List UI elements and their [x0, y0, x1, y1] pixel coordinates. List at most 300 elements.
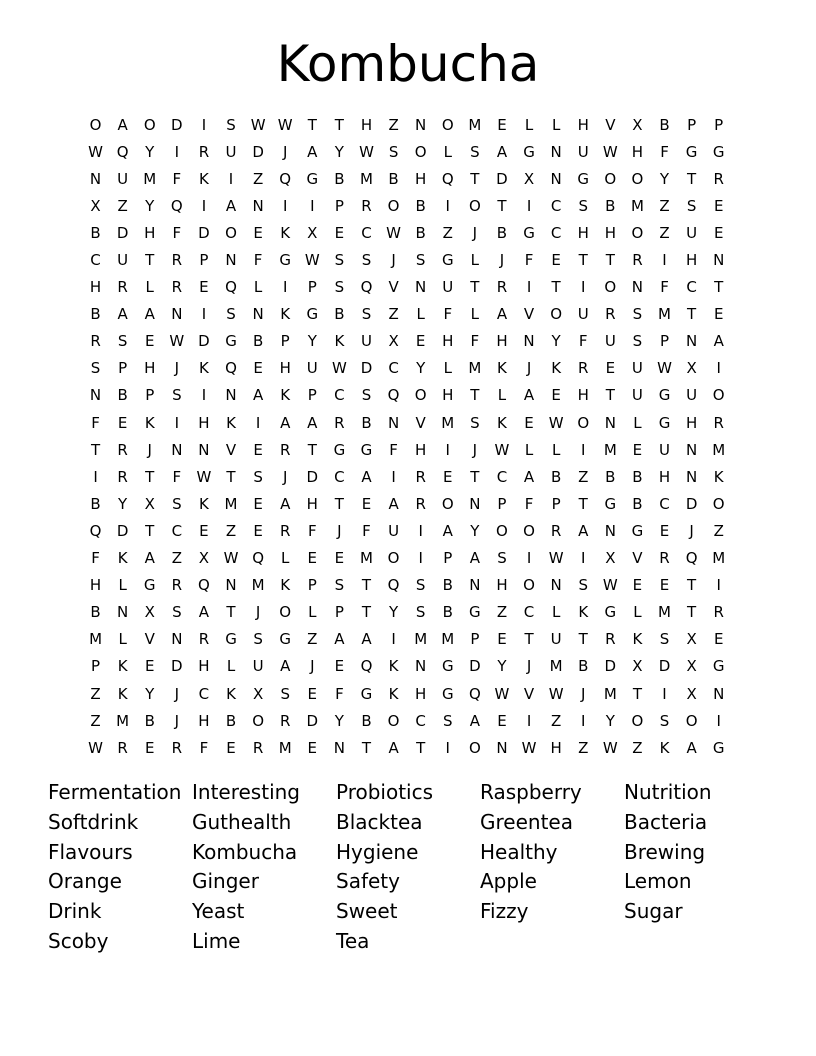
grid-letter: T — [361, 576, 372, 595]
grid-letter: G — [306, 305, 319, 324]
grid-letter: I — [93, 467, 98, 486]
grid-letter: H — [685, 413, 698, 432]
grid-letter: N — [469, 576, 481, 595]
grid-letter: R — [578, 359, 589, 378]
grid-letter: B — [578, 657, 589, 676]
grid-letter: H — [496, 332, 508, 351]
grid-letter: D — [306, 711, 319, 730]
grid-letter: A — [334, 630, 345, 649]
grid-letter: I — [391, 467, 396, 486]
grid-letter: H — [415, 684, 427, 703]
grid-letter: F — [443, 305, 453, 324]
grid-letter: I — [282, 196, 288, 215]
grid-letter: Z — [388, 115, 399, 134]
grid-letter: O — [414, 386, 427, 405]
grid-letter: L — [443, 359, 452, 378]
grid-letter: T — [605, 251, 615, 270]
grid-letter: G — [712, 142, 725, 161]
word-list-item: Brewing — [624, 839, 706, 864]
grid-letter: F — [389, 440, 398, 459]
grid-letter: T — [334, 494, 344, 513]
grid-letter: X — [686, 359, 697, 378]
grid-letter: T — [578, 251, 588, 270]
grid-letter: Y — [470, 521, 480, 540]
grid-letter: A — [578, 521, 589, 540]
grid-letter: O — [387, 196, 400, 215]
grid-letter: J — [526, 657, 532, 676]
grid-letter: K — [117, 657, 128, 676]
grid-letter: S — [226, 115, 236, 134]
grid-letter: A — [523, 467, 535, 486]
grid-letter: W — [548, 684, 564, 703]
grid-letter: K — [713, 467, 724, 486]
grid-letter: Q — [89, 521, 102, 540]
grid-letter: K — [199, 169, 209, 188]
grid-letter: E — [551, 386, 561, 405]
grid-letter: I — [228, 169, 234, 188]
grid-letter: K — [280, 223, 291, 242]
grid-letter: G — [279, 630, 292, 649]
grid-letter: I — [581, 711, 586, 730]
grid-letter: U — [550, 630, 562, 649]
grid-letter: N — [252, 305, 264, 324]
grid-row — [82, 572, 734, 599]
grid-letter: L — [443, 142, 452, 161]
grid-letter: J — [174, 711, 180, 730]
grid-letter: N — [198, 440, 210, 459]
grid-letter: D — [252, 142, 264, 161]
word-column — [192, 778, 336, 957]
grid-letter: K — [578, 603, 589, 622]
grid-letter: K — [388, 657, 399, 676]
grid-letter: H — [442, 386, 454, 405]
grid-letter: K — [144, 413, 155, 432]
grid-letter: S — [415, 251, 426, 270]
grid-letter: P — [334, 603, 344, 622]
word-list-item: Nutrition — [624, 780, 712, 804]
grid-letter: Q — [198, 576, 210, 595]
grid-letter: F — [524, 251, 534, 270]
grid-row — [82, 165, 734, 192]
grid-letter: M — [441, 413, 455, 432]
grid-letter: N — [252, 196, 264, 215]
grid-letter: T — [470, 467, 480, 486]
grid-letter: I — [255, 413, 261, 432]
grid-letter: R — [605, 305, 616, 324]
grid-letter: D — [198, 223, 210, 242]
grid-letter: Q — [225, 278, 237, 297]
grid-letter: S — [686, 196, 697, 215]
grid-letter: K — [226, 684, 236, 703]
grid-letter: B — [415, 223, 426, 242]
grid-letter: R — [171, 738, 183, 757]
grid-letter: J — [174, 684, 180, 703]
grid-letter: C — [496, 467, 508, 486]
grid-letter: E — [226, 738, 236, 757]
grid-letter: O — [441, 115, 454, 134]
grid-letter: L — [416, 305, 425, 324]
grid-letter: L — [281, 549, 290, 568]
grid-letter: I — [391, 630, 396, 649]
grid-letter: P — [199, 251, 209, 270]
grid-letter: P — [307, 576, 317, 595]
grid-letter: B — [90, 603, 101, 622]
grid-letter: V — [388, 278, 399, 297]
grid-letter: G — [658, 386, 671, 405]
grid-letter: W — [602, 576, 618, 595]
grid-letter: W — [602, 142, 618, 161]
grid-letter: M — [603, 440, 617, 459]
grid-letter: A — [713, 332, 724, 351]
grid-row — [82, 328, 734, 355]
grid-letter: Z — [659, 196, 670, 215]
grid-letter: N — [496, 738, 508, 757]
grid-letter: D — [306, 467, 319, 486]
grid-letter: S — [470, 142, 480, 161]
grid-letter: B — [334, 305, 345, 324]
grid-letter: X — [686, 630, 697, 649]
grid-letter: T — [714, 278, 724, 297]
grid-letter: M — [658, 603, 671, 622]
grid-letter: E — [307, 549, 318, 568]
word-list-item: Orange — [48, 869, 122, 894]
grid-letter: M — [603, 684, 617, 703]
grid-letter: O — [523, 521, 535, 540]
grid-letter: W — [196, 467, 212, 486]
grid-letter: X — [252, 684, 264, 703]
grid-letter: I — [716, 576, 721, 595]
grid-letter: N — [89, 386, 102, 405]
grid-letter: O — [712, 494, 725, 513]
grid-letter: T — [361, 603, 372, 622]
grid-letter: U — [659, 440, 670, 459]
grid-letter: Z — [90, 711, 101, 730]
grid-letter: C — [686, 278, 697, 297]
grid-letter: G — [523, 142, 535, 161]
grid-letter: T — [632, 684, 642, 703]
grid-letter: D — [171, 657, 183, 676]
grid-letter: R — [713, 603, 724, 622]
grid-letter: A — [198, 603, 210, 622]
grid-letter: H — [550, 738, 562, 757]
grid-letter: H — [685, 251, 698, 270]
grid-letter: Z — [171, 549, 182, 568]
grid-letter: E — [307, 738, 318, 757]
grid-letter: K — [497, 359, 507, 378]
grid-letter: N — [604, 521, 616, 540]
grid-letter: F — [91, 413, 100, 432]
grid-letter: R — [415, 494, 426, 513]
grid-letter: Y — [388, 603, 399, 622]
grid-letter: H — [89, 576, 102, 595]
grid-letter: J — [526, 359, 532, 378]
word-list-item: Ginger — [192, 869, 259, 894]
grid-letter: U — [577, 305, 589, 324]
grid-letter: E — [334, 657, 345, 676]
grid-letter: S — [334, 278, 345, 297]
grid-letter: H — [198, 711, 210, 730]
word-list-item: Healthy — [480, 839, 558, 864]
grid-letter: C — [388, 359, 399, 378]
grid-letter: E — [117, 413, 128, 432]
grid-row — [82, 490, 734, 517]
grid-letter: E — [361, 494, 372, 513]
grid-letter: P — [280, 332, 290, 351]
grid-letter: M — [360, 169, 373, 188]
grid-letter: F — [172, 223, 182, 242]
grid-letter: Z — [252, 169, 264, 188]
word-column — [48, 778, 192, 957]
grid-letter: L — [253, 278, 263, 297]
grid-letter: P — [443, 549, 453, 568]
grid-letter: B — [496, 223, 508, 242]
grid-letter: U — [577, 142, 589, 161]
grid-letter: D — [658, 657, 671, 676]
grid-letter: E — [199, 278, 209, 297]
grid-letter: G — [631, 521, 644, 540]
grid-letter: F — [362, 521, 371, 540]
grid-letter: J — [499, 251, 505, 270]
grid-letter: R — [198, 630, 210, 649]
grid-letter: T — [687, 305, 697, 324]
grid-letter: H — [144, 359, 156, 378]
grid-letter: G — [685, 142, 698, 161]
word-list-item: Tea — [336, 928, 370, 953]
grid-letter: G — [225, 332, 237, 351]
grid-letter: Y — [118, 494, 128, 513]
grid-letter: M — [468, 115, 482, 134]
grid-letter: I — [526, 196, 532, 215]
grid-letter: U — [306, 359, 318, 378]
word-list-item: Yeast — [192, 899, 245, 924]
grid-letter: Z — [578, 467, 589, 486]
grid-letter: E — [144, 657, 155, 676]
grid-letter: L — [497, 386, 507, 405]
grid-row — [82, 463, 734, 490]
grid-row — [82, 111, 734, 138]
grid-letter: Y — [145, 684, 155, 703]
grid-letter: L — [524, 440, 534, 459]
grid-letter: T — [551, 278, 561, 297]
grid-row — [82, 382, 734, 409]
grid-letter: X — [144, 603, 155, 622]
grid-letter: C — [550, 196, 562, 215]
grid-letter: I — [174, 413, 180, 432]
grid-letter: I — [310, 196, 315, 215]
grid-letter: W — [548, 549, 564, 568]
word-list-item: Kombucha — [192, 839, 298, 864]
grid-letter: M — [143, 169, 157, 188]
grid-letter: R — [496, 278, 508, 297]
grid-letter: H — [631, 142, 644, 161]
word-column — [624, 778, 768, 957]
grid-row — [82, 274, 734, 301]
word-column — [480, 778, 624, 957]
page-title: Kombucha — [276, 35, 540, 93]
grid-letter: D — [496, 169, 508, 188]
grid-letter: L — [551, 603, 561, 622]
grid-letter: E — [144, 332, 155, 351]
grid-letter: N — [415, 657, 427, 676]
grid-row — [82, 355, 734, 382]
grid-letter: X — [90, 196, 101, 215]
grid-letter: F — [91, 549, 100, 568]
grid-letter: A — [523, 386, 535, 405]
grid-letter: G — [441, 684, 454, 703]
grid-letter: U — [360, 332, 372, 351]
grid-letter: C — [523, 603, 535, 622]
grid-letter: Y — [145, 142, 155, 161]
grid-letter: B — [415, 196, 426, 215]
grid-letter: S — [578, 196, 588, 215]
grid-letter: Y — [659, 169, 670, 188]
grid-letter: L — [551, 440, 561, 459]
grid-letter: G — [469, 603, 481, 622]
grid-letter: T — [416, 738, 426, 757]
grid-letter: N — [171, 630, 183, 649]
grid-letter: I — [445, 738, 450, 757]
word-list-item: Fermentation — [48, 780, 182, 804]
grid-letter: C — [334, 467, 345, 486]
grid-letter: Y — [416, 359, 426, 378]
grid-letter: I — [418, 521, 423, 540]
grid-letter: L — [308, 603, 317, 622]
grid-letter: A — [117, 305, 128, 324]
grid-letter: O — [279, 603, 292, 622]
grid-letter: O — [604, 169, 617, 188]
grid-row — [82, 219, 734, 246]
word-list-item: Lemon — [624, 869, 692, 894]
grid-letter: E — [632, 576, 643, 595]
grid-letter: U — [604, 332, 616, 351]
grid-letter: T — [307, 115, 317, 134]
grid-letter: T — [605, 386, 615, 405]
word-list-item: Apple — [480, 869, 537, 894]
grid-letter: Y — [145, 196, 155, 215]
grid-letter: Z — [388, 305, 399, 324]
grid-letter: P — [551, 494, 561, 513]
grid-letter: K — [388, 684, 399, 703]
grid-letter: A — [469, 711, 480, 730]
grid-letter: R — [713, 169, 724, 188]
grid-letter: R — [117, 278, 128, 297]
grid-letter: X — [605, 549, 616, 568]
grid-letter: X — [144, 494, 155, 513]
grid-letter: H — [198, 657, 210, 676]
grid-letter: W — [223, 549, 239, 568]
grid-letter: T — [145, 251, 155, 270]
grid-letter: A — [496, 142, 508, 161]
grid-row — [82, 517, 734, 544]
grid-row — [82, 409, 734, 436]
grid-letter: L — [118, 630, 127, 649]
grid-letter: I — [716, 711, 721, 730]
grid-letter: N — [604, 413, 616, 432]
grid-letter: X — [198, 549, 210, 568]
word-list-item: Drink — [48, 899, 102, 924]
grid-letter: H — [306, 494, 318, 513]
grid-letter: E — [334, 549, 345, 568]
grid-letter: W — [169, 332, 185, 351]
grid-letter: Z — [496, 603, 508, 622]
grid-letter: E — [524, 413, 534, 432]
grid-letter: I — [445, 440, 450, 459]
grid-letter: M — [89, 630, 103, 649]
grid-letter: M — [116, 711, 130, 730]
grid-letter: I — [201, 386, 207, 405]
grid-letter: Z — [225, 521, 237, 540]
grid-letter: Z — [442, 223, 453, 242]
grid-letter: G — [604, 494, 617, 513]
word-list-item: Probiotics — [336, 780, 434, 804]
grid-letter: R — [334, 413, 345, 432]
word-list-item: Softdrink — [48, 809, 139, 834]
grid-letter: F — [307, 521, 317, 540]
grid-letter: C — [90, 251, 101, 270]
grid-letter: Z — [632, 738, 643, 757]
grid-letter: E — [713, 305, 724, 324]
word-column — [336, 778, 480, 957]
grid-letter: T — [687, 576, 697, 595]
grid-letter: W — [548, 413, 564, 432]
grid-letter: O — [577, 413, 590, 432]
grid-letter: N — [225, 386, 237, 405]
grid-letter: N — [415, 115, 427, 134]
grid-letter: O — [468, 738, 481, 757]
grid-letter: B — [252, 332, 264, 351]
grid-letter: B — [361, 413, 372, 432]
grid-letter: S — [632, 305, 643, 324]
grid-letter: Q — [279, 169, 292, 188]
grid-letter: S — [497, 549, 507, 568]
grid-letter: X — [686, 657, 697, 676]
grid-letter: I — [282, 278, 288, 297]
grid-letter: M — [224, 494, 238, 513]
grid-letter: B — [334, 169, 345, 188]
grid-letter: Q — [468, 684, 481, 703]
grid-letter: U — [442, 278, 454, 297]
grid-letter: I — [445, 196, 450, 215]
grid-letter: S — [578, 576, 588, 595]
grid-letter: Q — [360, 657, 373, 676]
grid-letter: Z — [713, 521, 724, 540]
grid-letter: D — [198, 332, 210, 351]
grid-letter: T — [90, 440, 101, 459]
grid-letter: A — [280, 413, 291, 432]
grid-letter: G — [604, 603, 617, 622]
word-list-item: Guthealth — [192, 809, 292, 834]
grid-letter: J — [282, 142, 288, 161]
grid-letter: N — [713, 684, 725, 703]
grid-letter: O — [441, 494, 454, 513]
grid-letter: E — [713, 630, 724, 649]
grid-letter: S — [361, 305, 372, 324]
grid-letter: B — [442, 603, 453, 622]
grid-letter: Z — [659, 223, 670, 242]
grid-letter: M — [630, 196, 644, 215]
grid-letter: I — [662, 684, 667, 703]
grid-letter: N — [685, 440, 698, 459]
grid-letter: S — [388, 142, 399, 161]
grid-letter: P — [334, 196, 344, 215]
grid-letter: O — [631, 711, 644, 730]
grid-letter: S — [415, 576, 426, 595]
grid-letter: F — [335, 684, 344, 703]
grid-row — [82, 653, 734, 680]
grid-letter: I — [581, 549, 586, 568]
grid-letter: Y — [307, 332, 317, 351]
grid-letter: E — [497, 711, 507, 730]
